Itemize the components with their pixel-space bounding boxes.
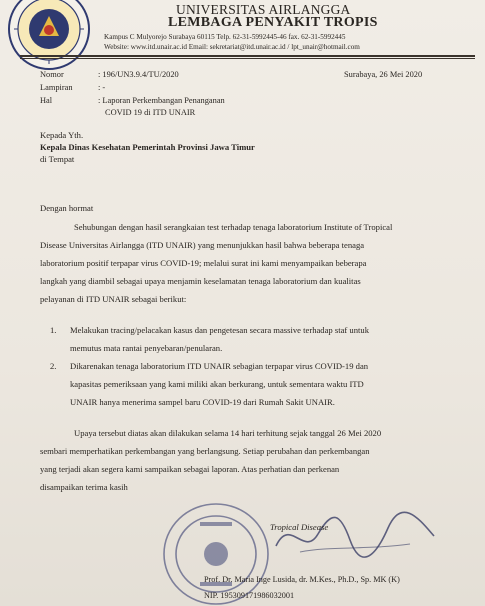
signatory-nip: NIP. 195309171986032001	[204, 591, 295, 600]
paragraph-line: laboratorium positif terpapar virus COVID-19; melalui surat ini kami menyampaikan beberapa	[40, 258, 367, 268]
paragraph-line: Upaya tersebut diatas akan dilakukan selama 14 hari terhitung sejak tanggal 26 Mei 2020	[74, 428, 382, 438]
university-logo	[6, 0, 92, 72]
letterhead-rule	[20, 55, 475, 57]
hal-value-2: COVID 19 di ITD UNAIR	[105, 108, 196, 117]
hal-label: Hal	[40, 96, 53, 105]
institute-name: LEMBAGA PENYAKIT TROPIS	[168, 15, 378, 30]
list-item-line: kapasitas pemeriksaan yang kami miliki akan berkurang, untuk sementara waktu ITD	[70, 379, 364, 389]
list-item-line: Melakukan tracing/pelacakan kasus dan pengetesan secara massive terhadap staf untuk	[70, 325, 369, 335]
list-item-line: Dikarenakan tenaga laboratorium ITD UNAIR sebagian terpapar virus COVID-19 dan	[70, 361, 369, 371]
list-item-number: 2.	[50, 361, 57, 371]
letterhead-address: Kampus C Mulyorejo Surabaya 60115 Telp. 62-31-5992445-46 fax. 62-31-5992445	[104, 33, 346, 41]
recipient-line-2: Kepala Dinas Kesehatan Pemerintah Provinsi Jawa Timur	[40, 142, 255, 152]
paragraph-line: yang terjadi akan segera kami sampaikan sebagai laporan. Atas perhatian dan perkenan	[40, 464, 340, 474]
signatory-name: Prof. Dr. Maria Inge Lusida, dr. M.Kes., Ph.D., Sp. MK (K)	[204, 575, 400, 584]
list-item-line: memutus mata rantai penyebaran/penularan.	[70, 343, 223, 353]
paragraph-line: sembari memperhatikan perkembangan yang berlangsung. Setiap perubahan dan perkembangan	[40, 446, 370, 456]
letterhead-web: Website: www.itd.unair.ac.id Email: sekretariat@itd.unair.ac.id / lpt_unair@hotmail.com	[104, 43, 360, 51]
paragraph-line: pelayanan di ITD UNAIR sebagai berikut:	[40, 294, 187, 304]
official-stamp	[160, 498, 272, 606]
list-item-number: 1.	[50, 325, 57, 335]
greeting: Dengan hormat	[40, 203, 94, 213]
nomor-label: Nomor	[40, 70, 64, 79]
lampiran-label: Lampiran	[40, 83, 73, 92]
nomor-value: : 196/UN3.9.4/TU/2020	[98, 70, 179, 79]
list-item-line: UNAIR hanya menerima sampel baru COVID-19 dari Rumah Sakit UNAIR.	[70, 397, 335, 407]
paragraph-line: disampaikan terima kasih	[40, 482, 128, 492]
recipient-line-1: Kepada Yth.	[40, 130, 84, 140]
place-date: Surabaya, 26 Mei 2020	[344, 70, 423, 79]
signatory-unit: Tropical Disease	[270, 522, 329, 532]
paragraph-line: Disease Universitas Airlangga (ITD UNAIR) yang menunjukkan hasil bahwa beberapa tenaga	[40, 240, 365, 250]
university-name: UNIVERSITAS AIRLANGGA	[176, 2, 351, 17]
hal-value-1: : Laporan Perkembangan Penanganan	[98, 96, 225, 105]
letterhead-rule-thin	[20, 58, 475, 59]
lampiran-value: : -	[98, 83, 106, 92]
recipient-line-3: di Tempat	[40, 154, 75, 164]
handwritten-signature	[270, 506, 440, 566]
paragraph-line: Sehubungan dengan hasil serangkaian test terhadap tenaga laboratorium Institute of Tropical	[74, 222, 393, 232]
paragraph-line: langkah yang diambil sebagai upaya menjamin keselamatan tenaga laboratorium dan kualitas	[40, 276, 361, 286]
